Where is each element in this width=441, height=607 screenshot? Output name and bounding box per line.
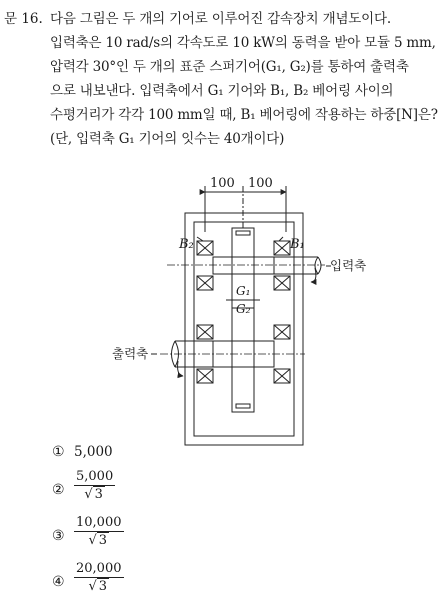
- option-4-mark[interactable]: ④: [52, 574, 65, 590]
- option-1-mark[interactable]: ①: [52, 444, 65, 460]
- question-line-1: 다음 그림은 두 개의 기어로 이루어진 감속장치 개념도이다.: [50, 11, 391, 27]
- option-4-denominator: √ 3: [88, 579, 108, 594]
- gear-g2: [232, 300, 254, 412]
- input-shaft-label: 입력축: [330, 258, 367, 273]
- option-3-fraction[interactable]: [74, 515, 124, 548]
- bearing-right-upper-lower: [274, 276, 290, 290]
- option-2-mark[interactable]: ②: [52, 482, 65, 498]
- question-line-4: 으로 내보낸다. 입력축에서 G₁ 기어와 B₁, B₂ 베어링 사이의: [50, 83, 394, 99]
- question-line-2: 입력축은 10 rad/s의 각속도로 10 kW의 동력을 받아 모듈 5 mm,: [50, 35, 436, 51]
- bearing-b2-label: B₂: [179, 237, 194, 252]
- gear-g2-label: G₂: [236, 302, 251, 316]
- bearing-b1-upper: [274, 241, 290, 255]
- bearing-b1-label: B₁: [290, 237, 305, 252]
- option-3-denominator: √ 3: [88, 533, 108, 548]
- bearing-b2-upper: [197, 241, 213, 255]
- bearing-right-mid: [274, 325, 290, 339]
- question-line-6: (단, 입력축 G₁ 기어의 잇수는 40개이다): [50, 131, 285, 147]
- dim-label-left: 100: [210, 176, 235, 191]
- dim-label-right: 100: [248, 176, 273, 191]
- option-2-denominator: √ 3: [84, 487, 103, 502]
- option-3-mark[interactable]: ③: [52, 528, 65, 544]
- bearing-left-mid: [197, 325, 213, 339]
- gear-g1-label: G₁: [236, 284, 251, 298]
- input-shaft: [213, 257, 274, 274]
- question-line-3: 압력각 30°인 두 개의 표준 스퍼기어(G₁, G₂)를 통하여 출력축: [50, 59, 409, 75]
- option-4-fraction[interactable]: [74, 561, 124, 594]
- question-number: 문 16.: [4, 11, 43, 27]
- option-1-value[interactable]: 5,000: [74, 444, 113, 460]
- option-4-numerator: 20,000: [76, 561, 122, 576]
- question-line-5: 수평거리가 각각 100 mm일 때, B₁ 베어링에 작용하는 하중[N]은?: [50, 107, 438, 123]
- option-2-fraction[interactable]: [74, 469, 115, 502]
- bearing-right-bottom: [274, 369, 290, 383]
- bearing-left-bottom: [197, 369, 213, 383]
- output-shaft-label: 출력축: [112, 346, 149, 361]
- option-3-numerator: 10,000: [76, 515, 122, 530]
- option-2-numerator: 5,000: [76, 469, 114, 484]
- bearing-left-lower-upper: [197, 276, 213, 290]
